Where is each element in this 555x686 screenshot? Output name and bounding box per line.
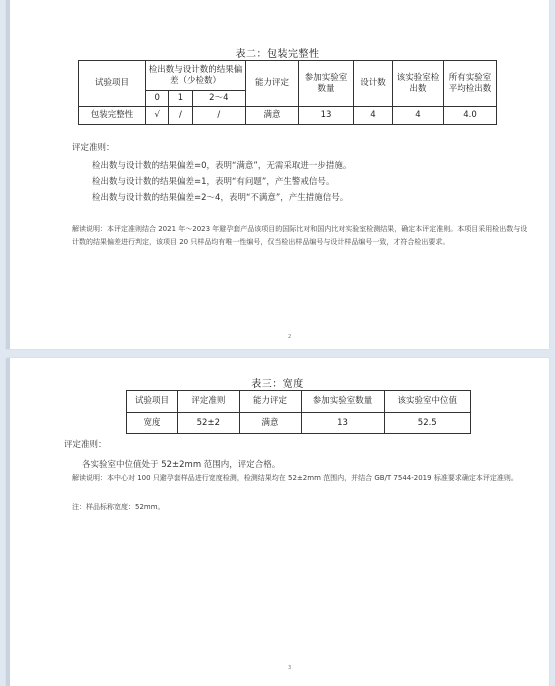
cell-item: 包装完整性	[79, 107, 146, 125]
header-item: 试验项目	[127, 391, 178, 413]
explanation-paragraph: 解读说明：本评定准则结合 2021 年～2023 年避孕套产品该项目的国际比对和国内比对实验室检测结果，确定本评定准则。本项目采用检出数与设计数的结果偏差进行判定，该项目 20 只样品均有唯一性编号，仅当检出样品编号与设计样品编号一致，才符合检出要求。	[72, 225, 528, 246]
document-page-2	[6, 0, 549, 349]
cell-dev-1: /	[169, 107, 192, 125]
cell-criteria: 52±2	[178, 413, 240, 434]
criteria-line: 检出数与设计数的结果偏差=1，表明“有问题”，产生警戒信号。	[92, 177, 335, 187]
header-criteria: 评定准则	[178, 391, 240, 413]
header-dev-1: 1	[169, 91, 192, 107]
cell-design-count: 4	[354, 107, 393, 125]
criteria-line: 检出数与设计数的结果偏差=0，表明“满意”，无需采取进一步措施。	[92, 161, 352, 171]
header-item: 试验项目	[79, 61, 146, 107]
cell-lab-median: 52.5	[384, 413, 471, 434]
header-lab-median: 该实验室中位值	[384, 391, 471, 413]
criteria-heading: 评定准则：	[72, 143, 115, 153]
cell-average-detected: 4.0	[444, 107, 497, 125]
cell-evaluation: 满意	[239, 413, 301, 434]
page-number: 3	[288, 665, 292, 671]
criteria-heading: 评定准则：	[64, 440, 107, 450]
criteria-line: 检出数与设计数的结果偏差=2～4，表明“不满意”，产生措施信号。	[92, 193, 349, 203]
table-title-width: 表三：宽度	[251, 379, 304, 390]
page-edge	[6, 358, 10, 686]
cell-item: 宽度	[127, 413, 178, 434]
header-dev-0: 0	[146, 91, 169, 107]
header-deviation: 检出数与设计数的结果偏差（少检数）	[146, 61, 246, 91]
width-table	[126, 390, 471, 434]
table-title-packaging: 表二：包装完整性	[235, 49, 320, 60]
cell-lab-count: 13	[301, 413, 384, 434]
header-average-detected: 所有实验室平均检出数	[444, 61, 497, 107]
page-number: 2	[288, 334, 292, 340]
cell-lab-detected: 4	[393, 107, 444, 125]
header-dev-2-4: 2～4	[192, 91, 245, 107]
header-lab-count: 参加实验室数量	[301, 391, 384, 413]
cell-dev-2-4: /	[192, 107, 245, 125]
explanation-paragraph: 解读说明：本中心对 100 只避孕套样品进行宽度检测，检测结果均在 52±2mm 范围内，并结合 GB/T 7544-2019 标准要求确定本评定准则。	[72, 474, 518, 482]
cell-evaluation: 满意	[246, 107, 299, 125]
packaging-integrity-table	[78, 60, 497, 125]
header-evaluation: 能力评定	[246, 61, 299, 107]
cell-lab-count: 13	[299, 107, 354, 125]
header-design-count: 设计数	[354, 61, 393, 107]
note-line: 注：样品标称宽度：52mm。	[72, 503, 165, 511]
cell-dev-0: √	[146, 107, 169, 125]
document-page-3	[6, 358, 549, 686]
header-lab-count: 参加实验室数量	[299, 61, 354, 107]
header-evaluation: 能力评定	[239, 391, 301, 413]
header-lab-detected: 该实验室检出数	[393, 61, 444, 107]
criteria-line: 各实验室中位值处于 52±2mm 范围内，评定合格。	[82, 460, 281, 470]
